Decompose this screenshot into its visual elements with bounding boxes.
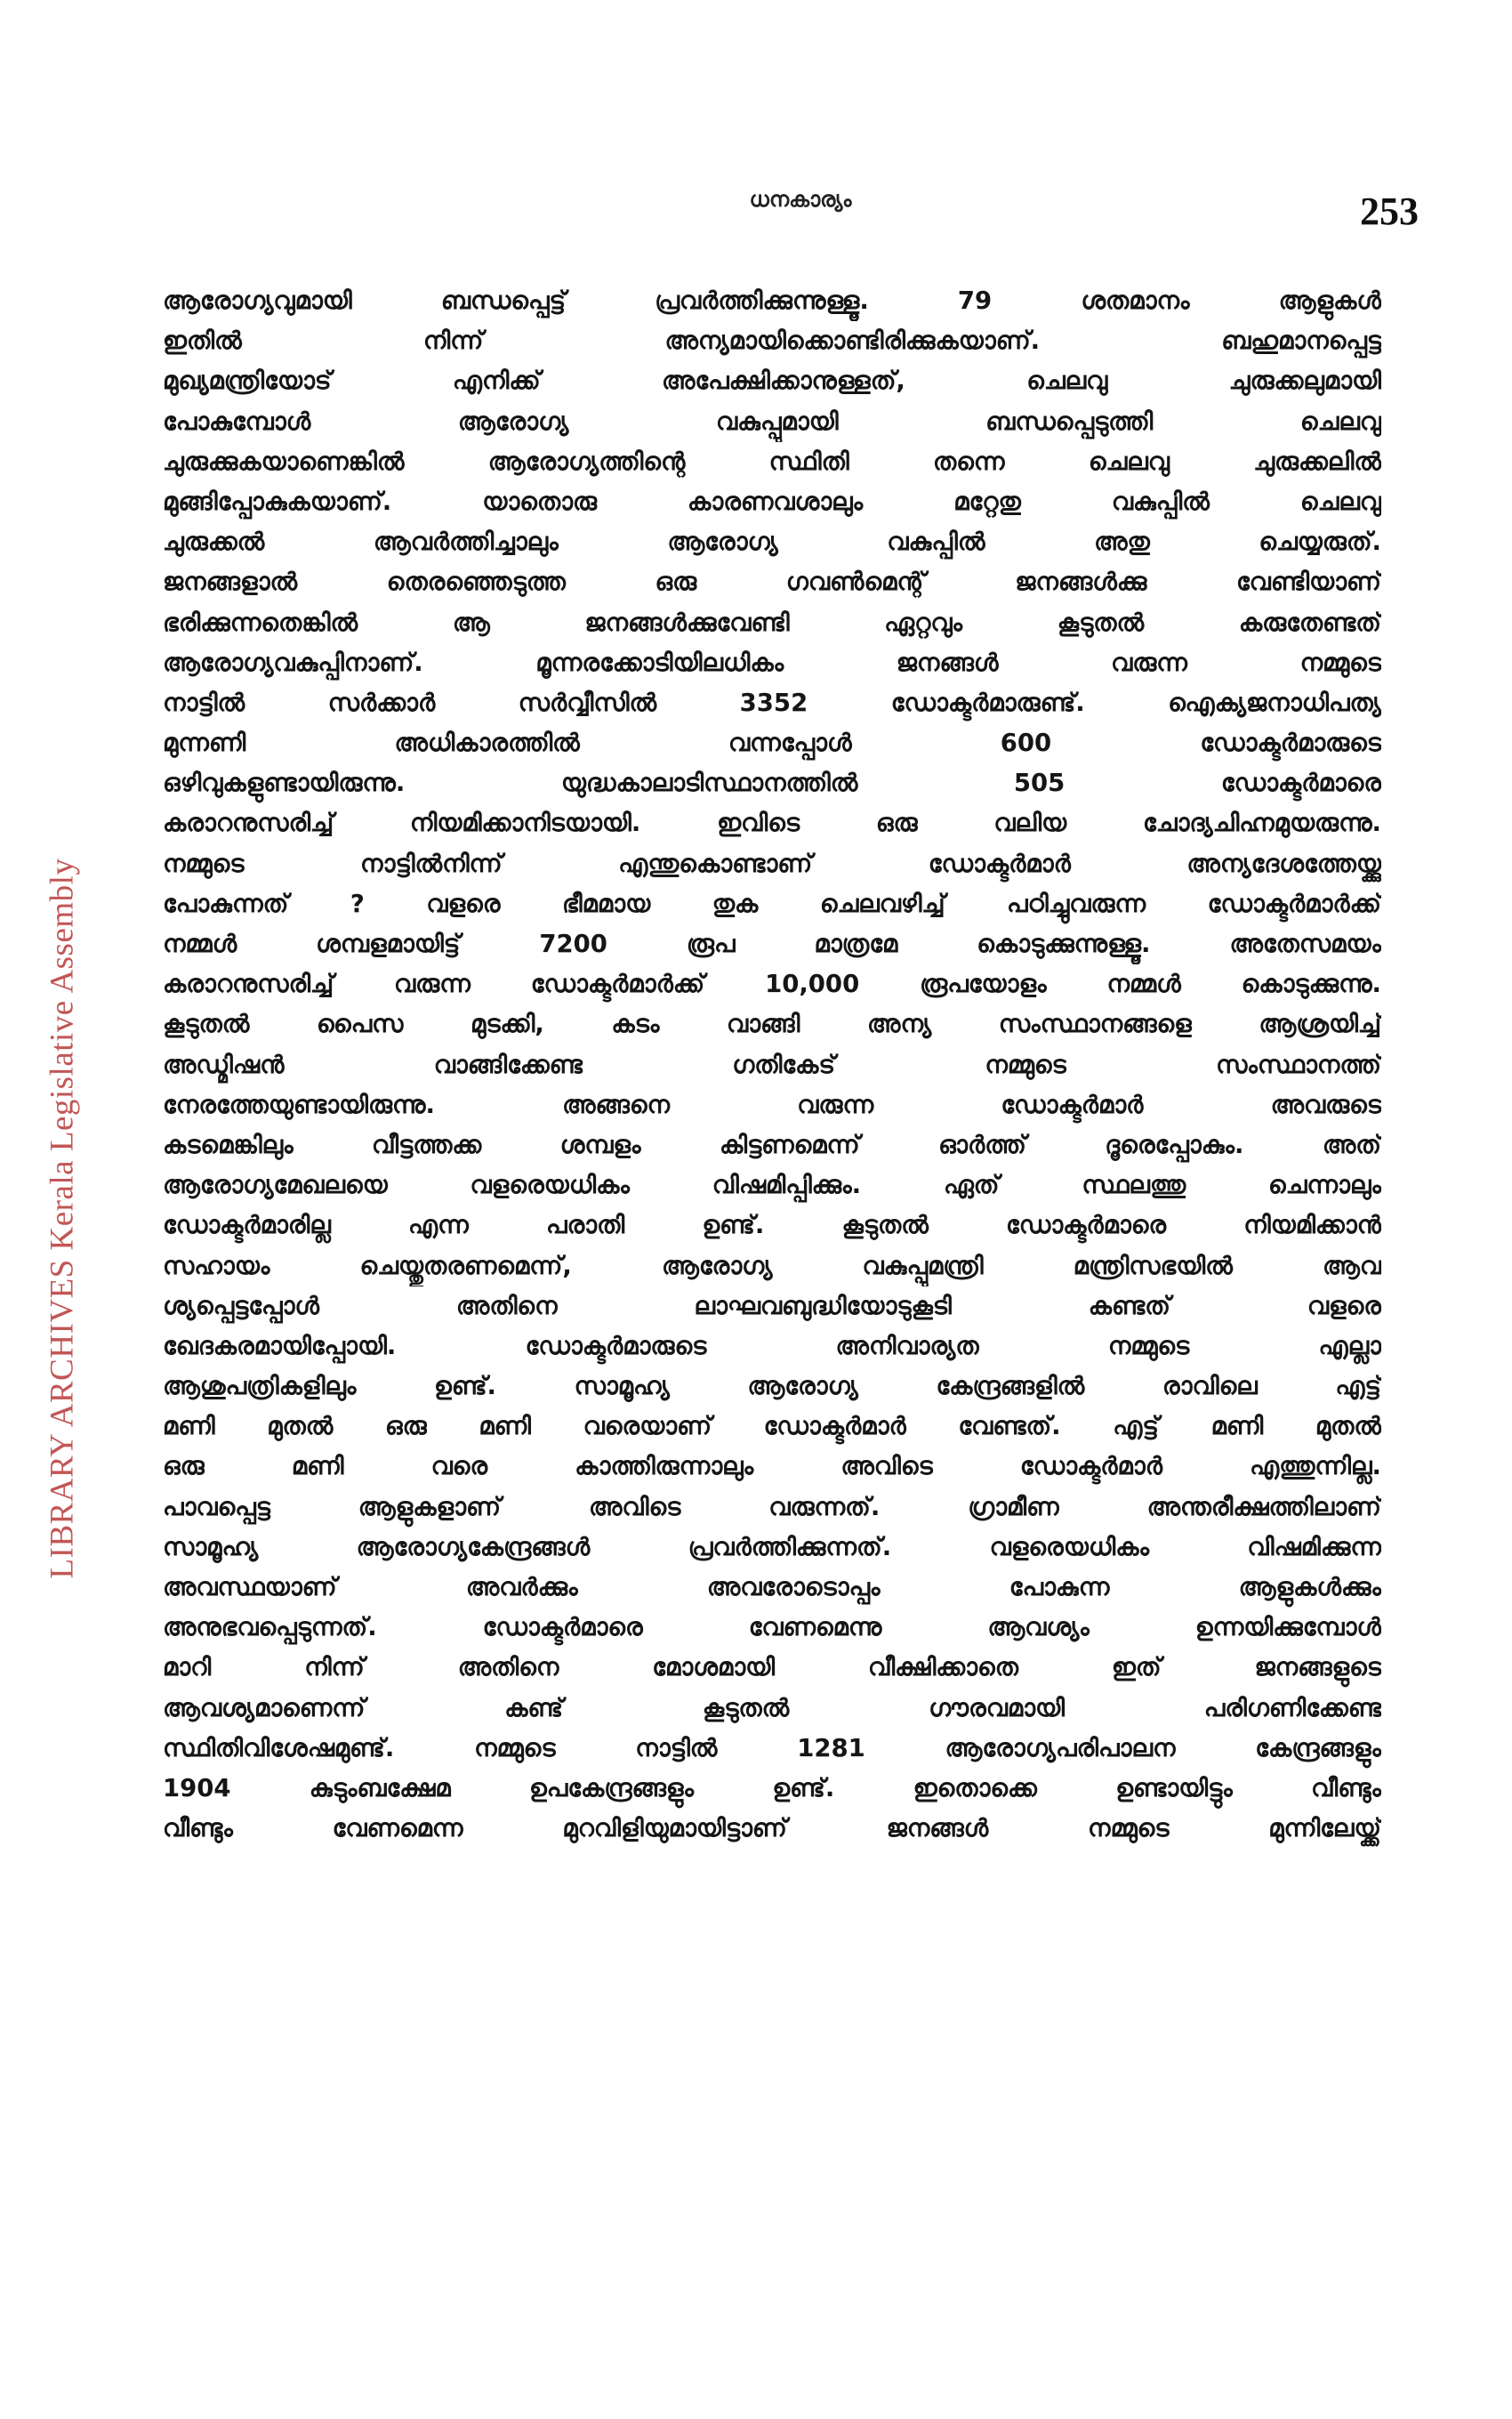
text-line: ഇതിൽ നിന്ന് അന്യമായിക്കൊണ്ടിരിക്കുകയാണ്. ബഹുമാനപ്പെട്ട xyxy=(163,327,1381,356)
text-line: കരാറനുസരിച്ച് വരുന്ന ഡോക്ടർമാർക്ക് 10,000 രൂപയോളം നമ്മൾ കൊടുക്കുന്നു. xyxy=(163,970,1381,999)
text-line: നമ്മുടെ നാട്ടിൽനിന്ന് എന്തുകൊണ്ടാണ് ഡോക്ടർമാർ അന്യദേശത്തേയ്ക്കു xyxy=(163,849,1381,878)
text-line: ഖേദകരമായിപ്പോയി. ഡോക്ടർമാരുടെ അനിവാര്യത നമ്മുടെ എല്ലാ xyxy=(163,1331,1381,1360)
text-line: ചുരുക്കുകയാണെങ്കിൽ ആരോഗ്യത്തിന്റെ സ്ഥിതി തന്നെ ചെലവു ചുരുക്കലിൽ xyxy=(163,447,1381,476)
text-line: പാവപ്പെട്ട ആളുകളാണ് അവിടെ വരുന്നത്. ഗ്രാമീണ അന്തരീക്ഷത്തിലാണ് xyxy=(163,1492,1381,1521)
text-line: ആശുപത്രികളിലും ഉണ്ട്. സാമൂഹ്യ ആരോഗ്യ കേന്ദ്രങ്ങളിൽ രാവിലെ എട്ട് xyxy=(163,1372,1381,1401)
text-line: ജനങ്ങളാൽ തെരഞ്ഞെടുത്ത ഒരു ഗവൺമെന്റ് ജനങ്ങൾക്കു വേണ്ടിയാണ് xyxy=(163,568,1381,597)
text-line: കൂടുതൽ പൈസ മുടക്കി, കടം വാങ്ങി അന്യ സംസ്ഥാനങ്ങളെ ആശ്രയിച്ച് xyxy=(163,1010,1381,1039)
page-number: 253 xyxy=(1360,189,1419,233)
text-line: പോകുമ്പോൾ ആരോഗ്യ വകുപ്പുമായി ബന്ധപ്പെടുത്തി ചെലവു xyxy=(163,407,1381,436)
text-line: ഒഴിവുകളുണ്ടായിരുന്നു. യുദ്ധകാലാടിസ്ഥാനത്തിൽ 505 ഡോക്ടർമാരെ xyxy=(163,769,1381,798)
text-line: ചുരുക്കൽ ആവർത്തിച്ചാലും ആരോഗ്യ വകുപ്പിൽ അതു ചെയ്യരുത്. xyxy=(163,528,1381,557)
text-line: മണി മുതൽ ഒരു മണി വരെയാണ് ഡോക്ടർമാർ വേണ്ടത്. എട്ട് മണി മുതൽ xyxy=(163,1412,1381,1441)
text-line: പോകുന്നത് ? വളരെ ഭീമമായ തുക ചെലവഴിച്ച് പഠിച്ചുവരുന്ന ഡോക്ടർമാർക്ക് xyxy=(163,889,1381,918)
text-line: സാമൂഹ്യ ആരോഗ്യകേന്ദ്രങ്ങൾ പ്രവർത്തിക്കുന്നത്. വളരെയധികം വിഷമിക്കുന്ന xyxy=(163,1532,1381,1561)
text-line: കരാറനുസരിച്ച് നിയമിക്കാനിടയായി. ഇവിടെ ഒരു വലിയ ചോദ്യചിഹ്നമുയരുന്നു. xyxy=(163,809,1381,838)
text-line: ആരോഗ്യമേഖലയെ വളരെയധികം വിഷമിപ്പിക്കും. ഏത് സ്ഥലത്തു ചെന്നാലും xyxy=(163,1171,1381,1200)
text-line: അഡ്മിഷൻ വാങ്ങിക്കേണ്ട ഗതികേട് നമ്മുടെ സംസ്ഥാനത്ത് xyxy=(163,1050,1381,1079)
text-line: മുഖ്യമന്ത്രിയോട് എനിക്ക് അപേക്ഷിക്കാനുള്ളത്, ചെലവു ചുരുക്കലുമായി xyxy=(163,367,1381,396)
text-line: ആവശ്യമാണെന്ന് കണ്ട് കൂടുതൽ ഗൗരവമായി പരിഗണിക്കേണ്ട xyxy=(163,1693,1381,1722)
body-text xyxy=(163,281,1381,1849)
text-line: നാട്ടിൽ സർക്കാർ സർവ്വീസിൽ 3352 ഡോക്ടർമാരുണ്ട്. ഐക്യജനാധിപത്യ xyxy=(163,688,1381,717)
text-line: ആരോഗ്യവകുപ്പിനാണ്. മൂന്നരക്കോടിയിലധികം ജനങ്ങൾ വരുന്ന നമ്മുടെ xyxy=(163,648,1381,677)
archive-watermark: LIBRARY ARCHIVES Kerala Legislative Assembly xyxy=(44,858,81,1579)
text-line: 1904 കുടുംബക്ഷേമ ഉപകേന്ദ്രങ്ങളും ഉണ്ട്. ഇതൊക്കെ ഉണ്ടായിട്ടും വീണ്ടും xyxy=(163,1773,1381,1802)
text-line: ഭരിക്കുന്നതെങ്കിൽ ആ ജനങ്ങൾക്കുവേണ്ടി ഏറ്റവും കൂടുതൽ കരുതേണ്ടത് xyxy=(163,608,1381,637)
text-line: നമ്മൾ ശമ്പളമായിട്ട് 7200 രൂപ മാത്രമേ കൊടുക്കുന്നുള്ളൂ. അതേസമയം xyxy=(163,930,1381,958)
text-line: അവസ്ഥയാണ് അവർക്കും അവരോടൊപ്പം പോകുന്ന ആളുകൾക്കും xyxy=(163,1573,1381,1601)
text-line: ആരോഗ്യവുമായി ബന്ധപ്പെട്ട് പ്രവർത്തിക്കുന്നുള്ളൂ. 79 ശതമാനം ആളുകൾ xyxy=(163,286,1381,315)
text-line: മുങ്ങിപ്പോകുകയാണ്. യാതൊരു കാരണവശാലും മറ്റേതു വകുപ്പിൽ ചെലവു xyxy=(163,487,1381,516)
text-line: സ്ഥിതിവിശേഷമുണ്ട്. നമ്മുടെ നാട്ടിൽ 1281 ആരോഗ്യപരിപാലന കേന്ദ്രങ്ങളും xyxy=(163,1733,1381,1762)
text-line: ഒരു മണി വരെ കാത്തിരുന്നാലും അവിടെ ഡോക്ടർമാർ എത്തുന്നില്ല. xyxy=(163,1452,1381,1481)
text-line: അനുഭവപ്പെടുന്നത്. ഡോക്ടർമാരെ വേണമെന്നു ആവശ്യം ഉന്നയിക്കുമ്പോൾ xyxy=(163,1613,1381,1642)
running-title: ധനകാര്യം xyxy=(749,187,852,212)
text-line: വീണ്ടും വേണമെന്ന മുറവിളിയുമായിട്ടാണ് ജനങ്ങൾ നമ്മുടെ മുന്നിലേയ്ക്ക് xyxy=(163,1814,1381,1843)
text-line: കടമെങ്കിലും വീട്ടത്തക്ക ശമ്പളം കിട്ടണമെന്ന് ഓർത്ത് ദൂരെപ്പോകും. അത് xyxy=(163,1130,1381,1159)
text-line: ഡോക്ടർമാരില്ല എന്ന പരാതി ഉണ്ട്. കൂടുതൽ ഡോക്ടർമാരെ നിയമിക്കാൻ xyxy=(163,1211,1381,1240)
text-line: നേരത്തേയുണ്ടായിരുന്നു. അങ്ങനെ വരുന്ന ഡോക്ടർമാർ അവരുടെ xyxy=(163,1090,1381,1119)
text-line: മാറി നിന്ന് അതിനെ മോശമായി വീക്ഷിക്കാതെ ഇത് ജനങ്ങളുടെ xyxy=(163,1653,1381,1682)
text-line: സഹായം ചെയ്തുതരണമെന്ന്, ആരോഗ്യ വകുപ്പുമന്ത്രി മന്ത്രിസഭയിൽ ആവ xyxy=(163,1251,1381,1280)
text-line: മുന്നണി അധികാരത്തിൽ വന്നപ്പോൾ 600 ഡോക്ടർമാരുടെ xyxy=(163,729,1381,758)
text-line: ശ്യപ്പെട്ടപ്പോൾ അതിനെ ലാഘവബുദ്ധിയോടുകൂടി കണ്ടത് വളരെ xyxy=(163,1291,1381,1320)
